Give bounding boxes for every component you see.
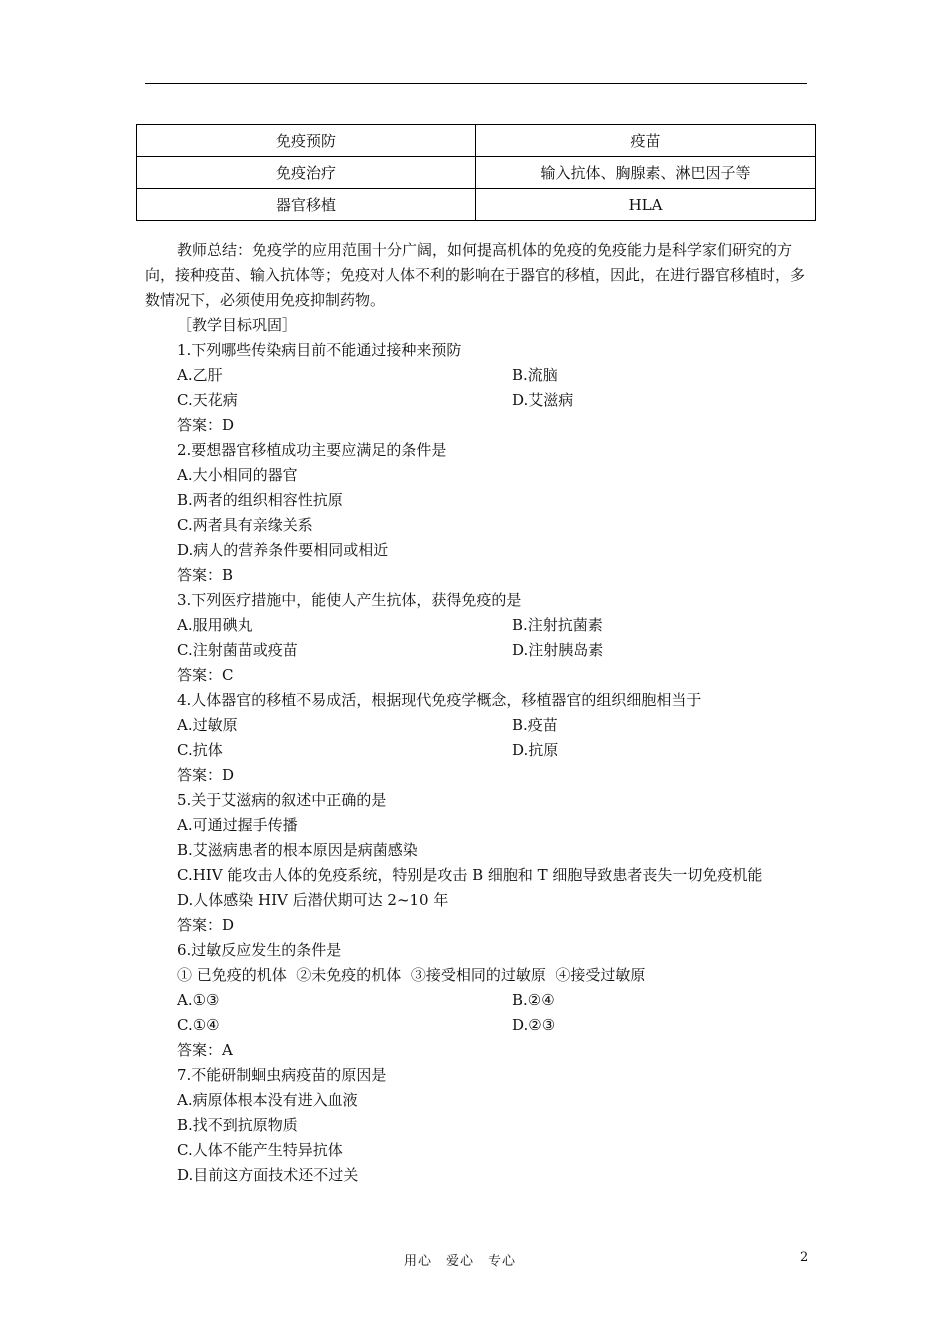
option: B.②④ <box>512 991 555 1009</box>
condition-list: ① 已免疫的机体 ②未免疫的机体 ③接受相同的过敏原 ④接受过敏原 <box>177 966 646 984</box>
table-row <box>137 189 816 221</box>
option: C.HIV 能攻击人体的免疫系统，特别是攻击 B 细胞和 T 细胞导致患者丧失一切免疫机能 <box>177 866 763 884</box>
table-cell: 器官移植 <box>137 189 476 221</box>
option: A.乙肝 <box>177 366 223 384</box>
options-row <box>145 613 807 638</box>
options-row <box>145 988 807 1013</box>
option: B.找不到抗原物质 <box>177 1116 298 1134</box>
teacher-summary: 教师总结：免疫学的应用范围十分广阔，如何提高机体的免疫的免疫能力是科学家们研究的方向，接种疫苗、输入抗体等；免疫对人体不利的影响在于器官的移植，因此，在进行器官移植时，多数情况下，必须使用免疫抑制药物。 <box>145 241 806 309</box>
document-body <box>145 238 807 1188</box>
options-row <box>145 638 807 663</box>
option: C.抗体 <box>177 741 223 759</box>
question-stem: 2.要想器官移植成功主要应满足的条件是 <box>177 441 447 459</box>
option: A.服用碘丸 <box>177 616 253 634</box>
answer: 答案：B <box>177 566 234 584</box>
option: D.抗原 <box>512 741 559 759</box>
option: B.艾滋病患者的根本原因是病菌感染 <box>177 841 418 859</box>
option-wrapped <box>145 863 807 888</box>
option: B.流脑 <box>512 366 558 384</box>
option: B.疫苗 <box>512 716 558 734</box>
table-cell: 输入抗体、胸腺素、淋巴因子等 <box>476 157 816 189</box>
option: D.注射胰岛素 <box>512 641 604 659</box>
option: B.注射抗菌素 <box>512 616 603 634</box>
question-stem: 4.人体器官的移植不易成活，根据现代免疫学概念，移植器官的组织细胞相当于 <box>177 691 702 709</box>
options-row <box>145 713 807 738</box>
options-row <box>145 388 807 413</box>
option: B.两者的组织相容性抗原 <box>177 491 343 509</box>
option: D.病人的营养条件要相同或相近 <box>177 541 389 559</box>
question-stem: 1.下列哪些传染病目前不能通过接种来预防 <box>177 341 462 359</box>
question-stem: 7.不能研制蛔虫病疫苗的原因是 <box>177 1066 387 1084</box>
table-cell: 免疫预防 <box>137 125 476 157</box>
option: A.①③ <box>177 991 220 1009</box>
answer: 答案：A <box>177 1041 233 1059</box>
section-title: ［教学目标巩固］ <box>177 316 298 334</box>
table-cell: HLA <box>476 189 816 221</box>
page-number: 2 <box>800 1250 809 1265</box>
table-cell: 疫苗 <box>476 125 816 157</box>
table-cell: 免疫治疗 <box>137 157 476 189</box>
option: D.人体感染 HIV 后潜伏期可达 2~10 年 <box>177 891 449 909</box>
option: A.过敏原 <box>177 716 238 734</box>
option: D.目前这方面技术还不过关 <box>177 1166 359 1184</box>
option: A.大小相同的器官 <box>177 466 298 484</box>
option: C.两者具有亲缘关系 <box>177 516 313 534</box>
option: C.天花病 <box>177 391 238 409</box>
option: C.注射菌苗或疫苗 <box>177 641 298 659</box>
answer: 答案：C <box>177 666 234 684</box>
answer: 答案：D <box>177 766 235 784</box>
option: C.①④ <box>177 1016 220 1034</box>
question-stem: 6.过敏反应发生的条件是 <box>177 941 342 959</box>
footer-motto: 用心 爱心 专心 <box>403 1254 516 1269</box>
option: A.可通过握手传播 <box>177 816 298 834</box>
options-row <box>145 1013 807 1038</box>
immunity-table <box>136 124 816 221</box>
options-row <box>145 363 807 388</box>
header-rule <box>145 83 807 84</box>
option: D.②③ <box>512 1016 556 1034</box>
option: C.人体不能产生特异抗体 <box>177 1141 343 1159</box>
table-row <box>137 157 816 189</box>
option: A.病原体根本没有进入血液 <box>177 1091 358 1109</box>
options-row <box>145 738 807 763</box>
answer: 答案：D <box>177 916 235 934</box>
answer: 答案：D <box>177 416 235 434</box>
question-stem: 5.关于艾滋病的叙述中正确的是 <box>177 791 387 809</box>
option: D.艾滋病 <box>512 391 574 409</box>
table-row <box>137 125 816 157</box>
question-stem: 3.下列医疗措施中，能使人产生抗体，获得免疫的是 <box>177 591 522 609</box>
